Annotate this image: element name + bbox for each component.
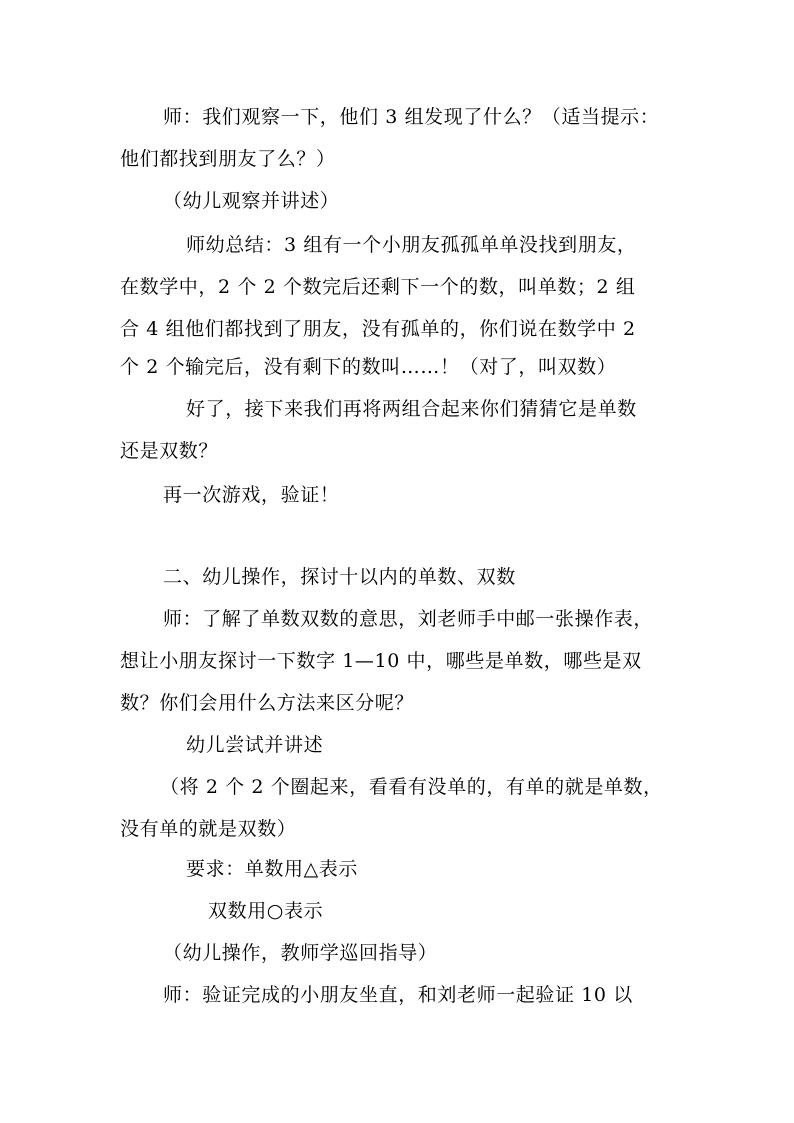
paragraph-line: 在数学中，2 个 2 个数完后还剩下一个的数，叫单数；2 组: [120, 276, 636, 298]
paragraph-line: 幼儿尝试并讲述: [186, 734, 324, 756]
section-heading: 二、幼儿操作，探讨十以内的单数、双数: [163, 566, 516, 588]
paragraph-line: 数？你们会用什么方法来区分呢？: [120, 692, 415, 714]
paragraph-line: （幼儿观察并讲述）: [163, 190, 340, 212]
paragraph-line: 师幼总结：3 组有一个小朋友孤孤单单没找到朋友，: [186, 234, 637, 256]
paragraph-line: 还是双数？: [120, 440, 219, 462]
paragraph-line: 好了，接下来我们再将两组合起来你们猜猜它是单数: [186, 398, 637, 420]
paragraph-line: 要求：单数用△表示: [186, 858, 359, 880]
paragraph-line: 师：验证完成的小朋友坐直，和刘老师一起验证 10 以: [163, 984, 633, 1006]
paragraph-line: 合 4 组他们都找到了朋友，没有孤单的，你们说在数学中 2: [120, 318, 636, 340]
paragraph-line: （幼儿操作，教师学巡回指导）: [163, 942, 438, 964]
paragraph-line: 再一次游戏，验证！: [163, 484, 340, 506]
paragraph-line: 师：我们观察一下，他们 3 组发现了什么？（适当提示：: [163, 106, 660, 128]
paragraph-line: 双数用○表示: [208, 900, 324, 922]
paragraph-line: 个 2 个输完后，没有剩下的数叫……！（对了，叫双数）: [120, 356, 617, 378]
paragraph-line: 他们都找到朋友了么？）: [120, 148, 336, 170]
paragraph-line: 师：了解了单数双数的意思，刘老师手中邮一张操作表，: [163, 608, 654, 630]
paragraph-line: 想让小朋友探讨一下数字 1—10 中，哪些是单数，哪些是双: [120, 650, 642, 672]
paragraph-line: （将 2 个 2 个圈起来，看看有没单的，有单的就是单数，: [160, 776, 663, 798]
paragraph-line: 没有单的就是双数）: [120, 818, 297, 840]
